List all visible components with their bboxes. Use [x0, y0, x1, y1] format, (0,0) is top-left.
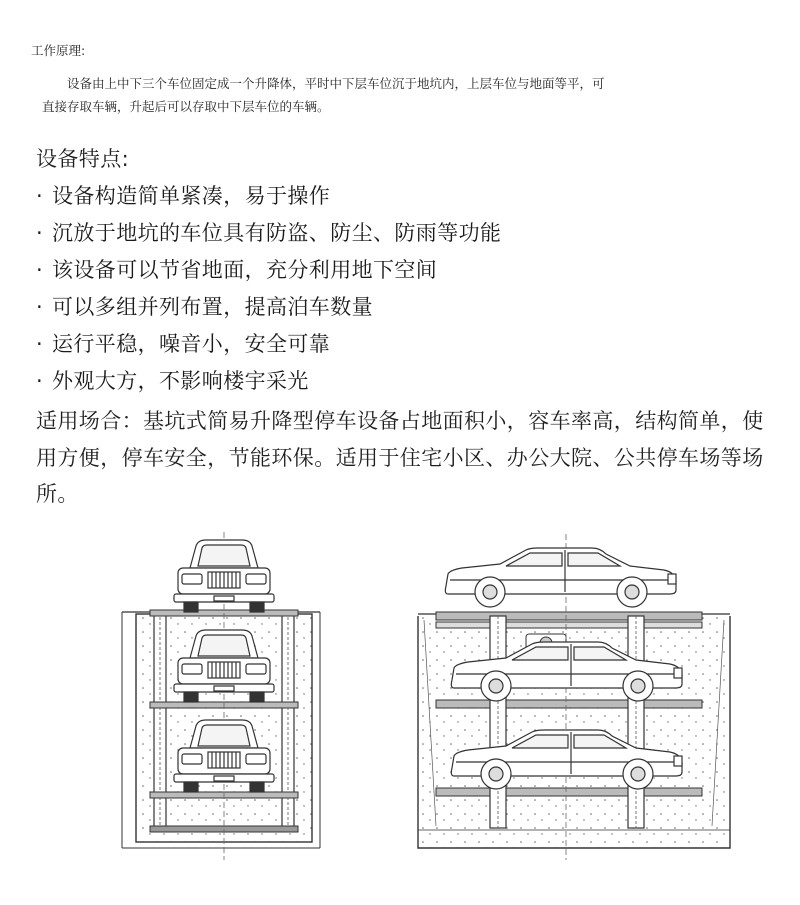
- application-paragraph: 适用场合：基坑式简易升降型停车设备占地面积小，容车率高，结构简单，使用方便，停车安全，节能环保。适用于住宅小区、办公大院、公共停车场等场所。: [36, 409, 764, 506]
- feature-text: 外观大方，不影响楼宇采光: [52, 369, 309, 393]
- bullet-dot: ·: [36, 295, 44, 319]
- feature-text: 设备构造简单紧凑，易于操作: [52, 184, 331, 208]
- bullet-dot: ·: [36, 332, 44, 356]
- bullet-dot: ·: [36, 184, 44, 208]
- feature-item-3: [36, 255, 437, 285]
- features-heading: 设备特点:: [36, 147, 130, 171]
- side-view-diagram: [418, 534, 730, 860]
- feature-text: 运行平稳，噪音小，安全可靠: [52, 332, 331, 356]
- feature-item-2: [36, 218, 501, 248]
- bullet-dot: ·: [36, 221, 44, 245]
- feature-item-5: [36, 329, 330, 359]
- intro-heading: 工作原理:: [31, 43, 86, 58]
- feature-item-4: [36, 292, 373, 322]
- intro-line-1: 设备由上中下三个车位固定成一个升降体，平时中下层车位沉于地坑内，上层车位与地面等平，可: [67, 76, 605, 91]
- feature-item-6: [36, 366, 309, 396]
- front-view-diagram: [122, 532, 320, 860]
- bullet-dot: ·: [36, 258, 44, 282]
- feature-text: 该设备可以节省地面，充分利用地下空间: [52, 258, 438, 282]
- parking-lift-diagrams: [0, 530, 800, 900]
- bullet-dot: ·: [36, 369, 44, 393]
- feature-item-1: [36, 181, 330, 211]
- feature-text: 沉放于地坑的车位具有防盗、防尘、防雨等功能: [52, 221, 502, 245]
- intro-line-2: 直接存取车辆，升起后可以存取中下层车位的车辆。: [42, 99, 330, 114]
- feature-text: 可以多组并列布置，提高泊车数量: [52, 295, 373, 319]
